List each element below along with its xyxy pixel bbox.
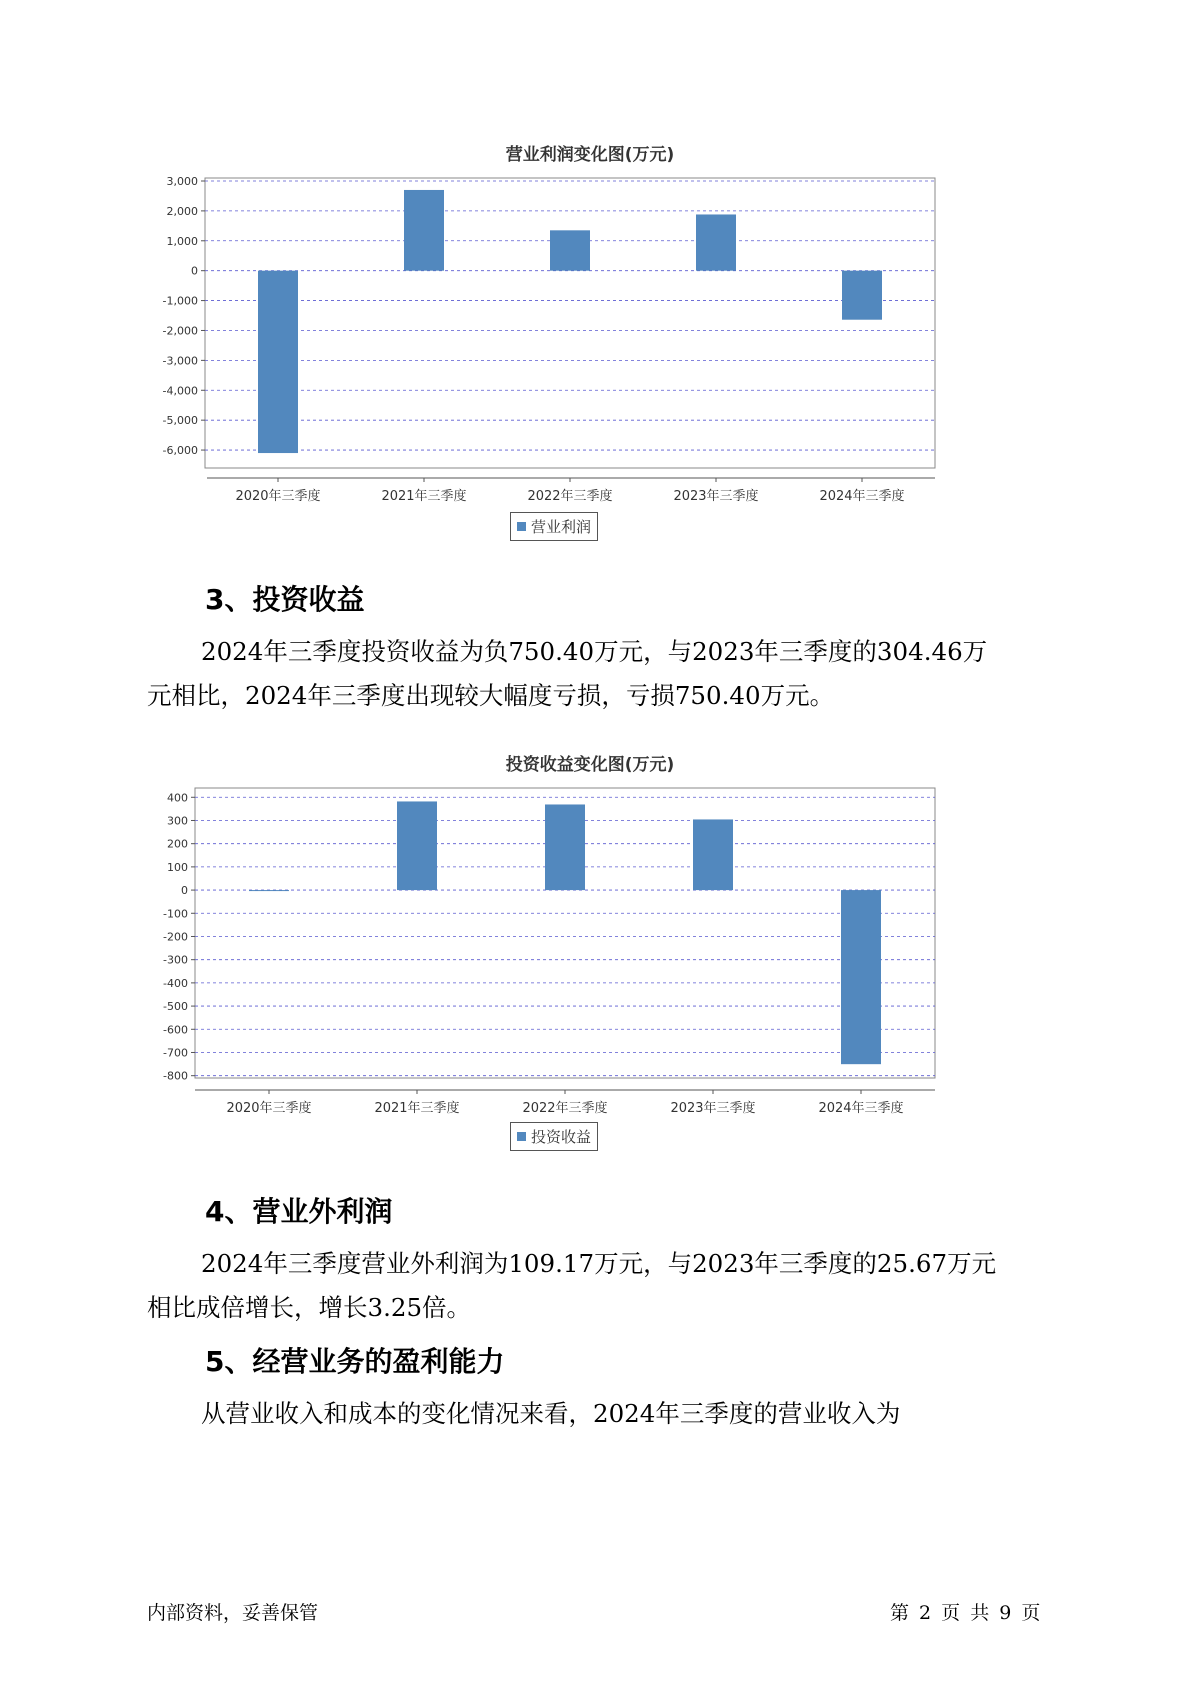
section-heading-non-operating-profit: 4、营业外利润 [205,1195,393,1228]
chart-title: 营业利润变化图(万元) [505,145,675,165]
x-tick-label: 2021年三季度 [374,1101,460,1116]
plot-frame [205,178,935,468]
y-tick-label: 3,000 [166,174,198,188]
y-tick-label: 2,000 [166,204,198,218]
section-heading-investment-income: 3、投资收益 [205,583,365,616]
y-tick-label: -1,000 [162,294,198,308]
paragraph-line: 2024年三季度营业外利润为109.17万元，与2023年三季度的25.67万元 [201,1249,997,1278]
y-tick-label: -200 [163,930,188,944]
y-tick-label: -3,000 [162,354,198,368]
bar [841,890,881,1064]
y-tick-label: -400 [163,976,188,990]
legend-label: 营业利润 [531,518,592,536]
y-tick-label: -2,000 [162,324,198,338]
x-tick-label: 2020年三季度 [235,489,321,504]
legend-swatch [517,522,526,531]
y-tick-label: -800 [163,1069,188,1083]
paragraph-line: 2024年三季度投资收益为负750.40万元，与2023年三季度的304.46万 [201,637,988,666]
operating-profit-chart [150,130,1030,550]
paragraph-line: 元相比，2024年三季度出现较大幅度亏损，亏损750.40万元。 [147,681,835,710]
y-tick-label: 0 [181,884,188,898]
bar [249,890,289,891]
chart-legend [510,1122,598,1151]
x-tick-label: 2023年三季度 [670,1101,756,1116]
bar [545,804,585,890]
footer-page-number: 第 2 页 共 9 页 [890,1602,1041,1624]
non-operating-profit-paragraph [147,1242,1067,1330]
bar [550,230,590,270]
legend-swatch [517,1132,526,1141]
profitability-paragraph [147,1392,1067,1436]
x-tick-label: 2024年三季度 [818,1101,904,1116]
section-heading-profitability: 5、经营业务的盈利能力 [205,1345,505,1378]
y-tick-label: 100 [167,860,188,874]
bar [842,271,882,320]
y-tick-label: -4,000 [162,384,198,398]
bar [693,819,733,890]
bar [404,190,444,271]
x-tick-label: 2023年三季度 [673,489,759,504]
x-tick-label: 2020年三季度 [226,1101,312,1116]
bar [696,214,736,270]
footer-confidential-note: 内部资料，妥善保管 [147,1602,319,1624]
y-tick-label: 0 [191,264,198,278]
chart-legend [510,512,598,541]
bar [397,801,437,890]
chart-title: 投资收益变化图(万元) [505,755,675,775]
y-tick-label: -600 [163,1023,188,1037]
chart-plot [150,780,1030,1130]
y-tick-label: -5,000 [162,414,198,428]
y-tick-label: 200 [167,837,188,851]
paragraph-line: 相比成倍增长，增长3.25倍。 [147,1293,472,1322]
y-tick-label: -700 [163,1046,188,1060]
y-tick-label: -500 [163,1000,188,1014]
bar [258,271,298,453]
paragraph-line: 从营业收入和成本的变化情况来看，2024年三季度的营业收入为 [201,1399,901,1428]
x-tick-label: 2022年三季度 [527,489,613,504]
chart-plot [150,170,1030,520]
y-tick-label: -6,000 [162,444,198,458]
legend-label: 投资收益 [531,1128,592,1146]
y-tick-label: 400 [167,791,188,805]
y-tick-label: 1,000 [166,234,198,248]
investment-income-chart [150,740,1030,1160]
investment-income-paragraph [147,630,1067,718]
x-tick-label: 2021年三季度 [381,489,467,504]
y-tick-label: -100 [163,907,188,921]
x-tick-label: 2024年三季度 [819,489,905,504]
y-tick-label: 300 [167,814,188,828]
x-tick-label: 2022年三季度 [522,1101,608,1116]
y-tick-label: -300 [163,953,188,967]
